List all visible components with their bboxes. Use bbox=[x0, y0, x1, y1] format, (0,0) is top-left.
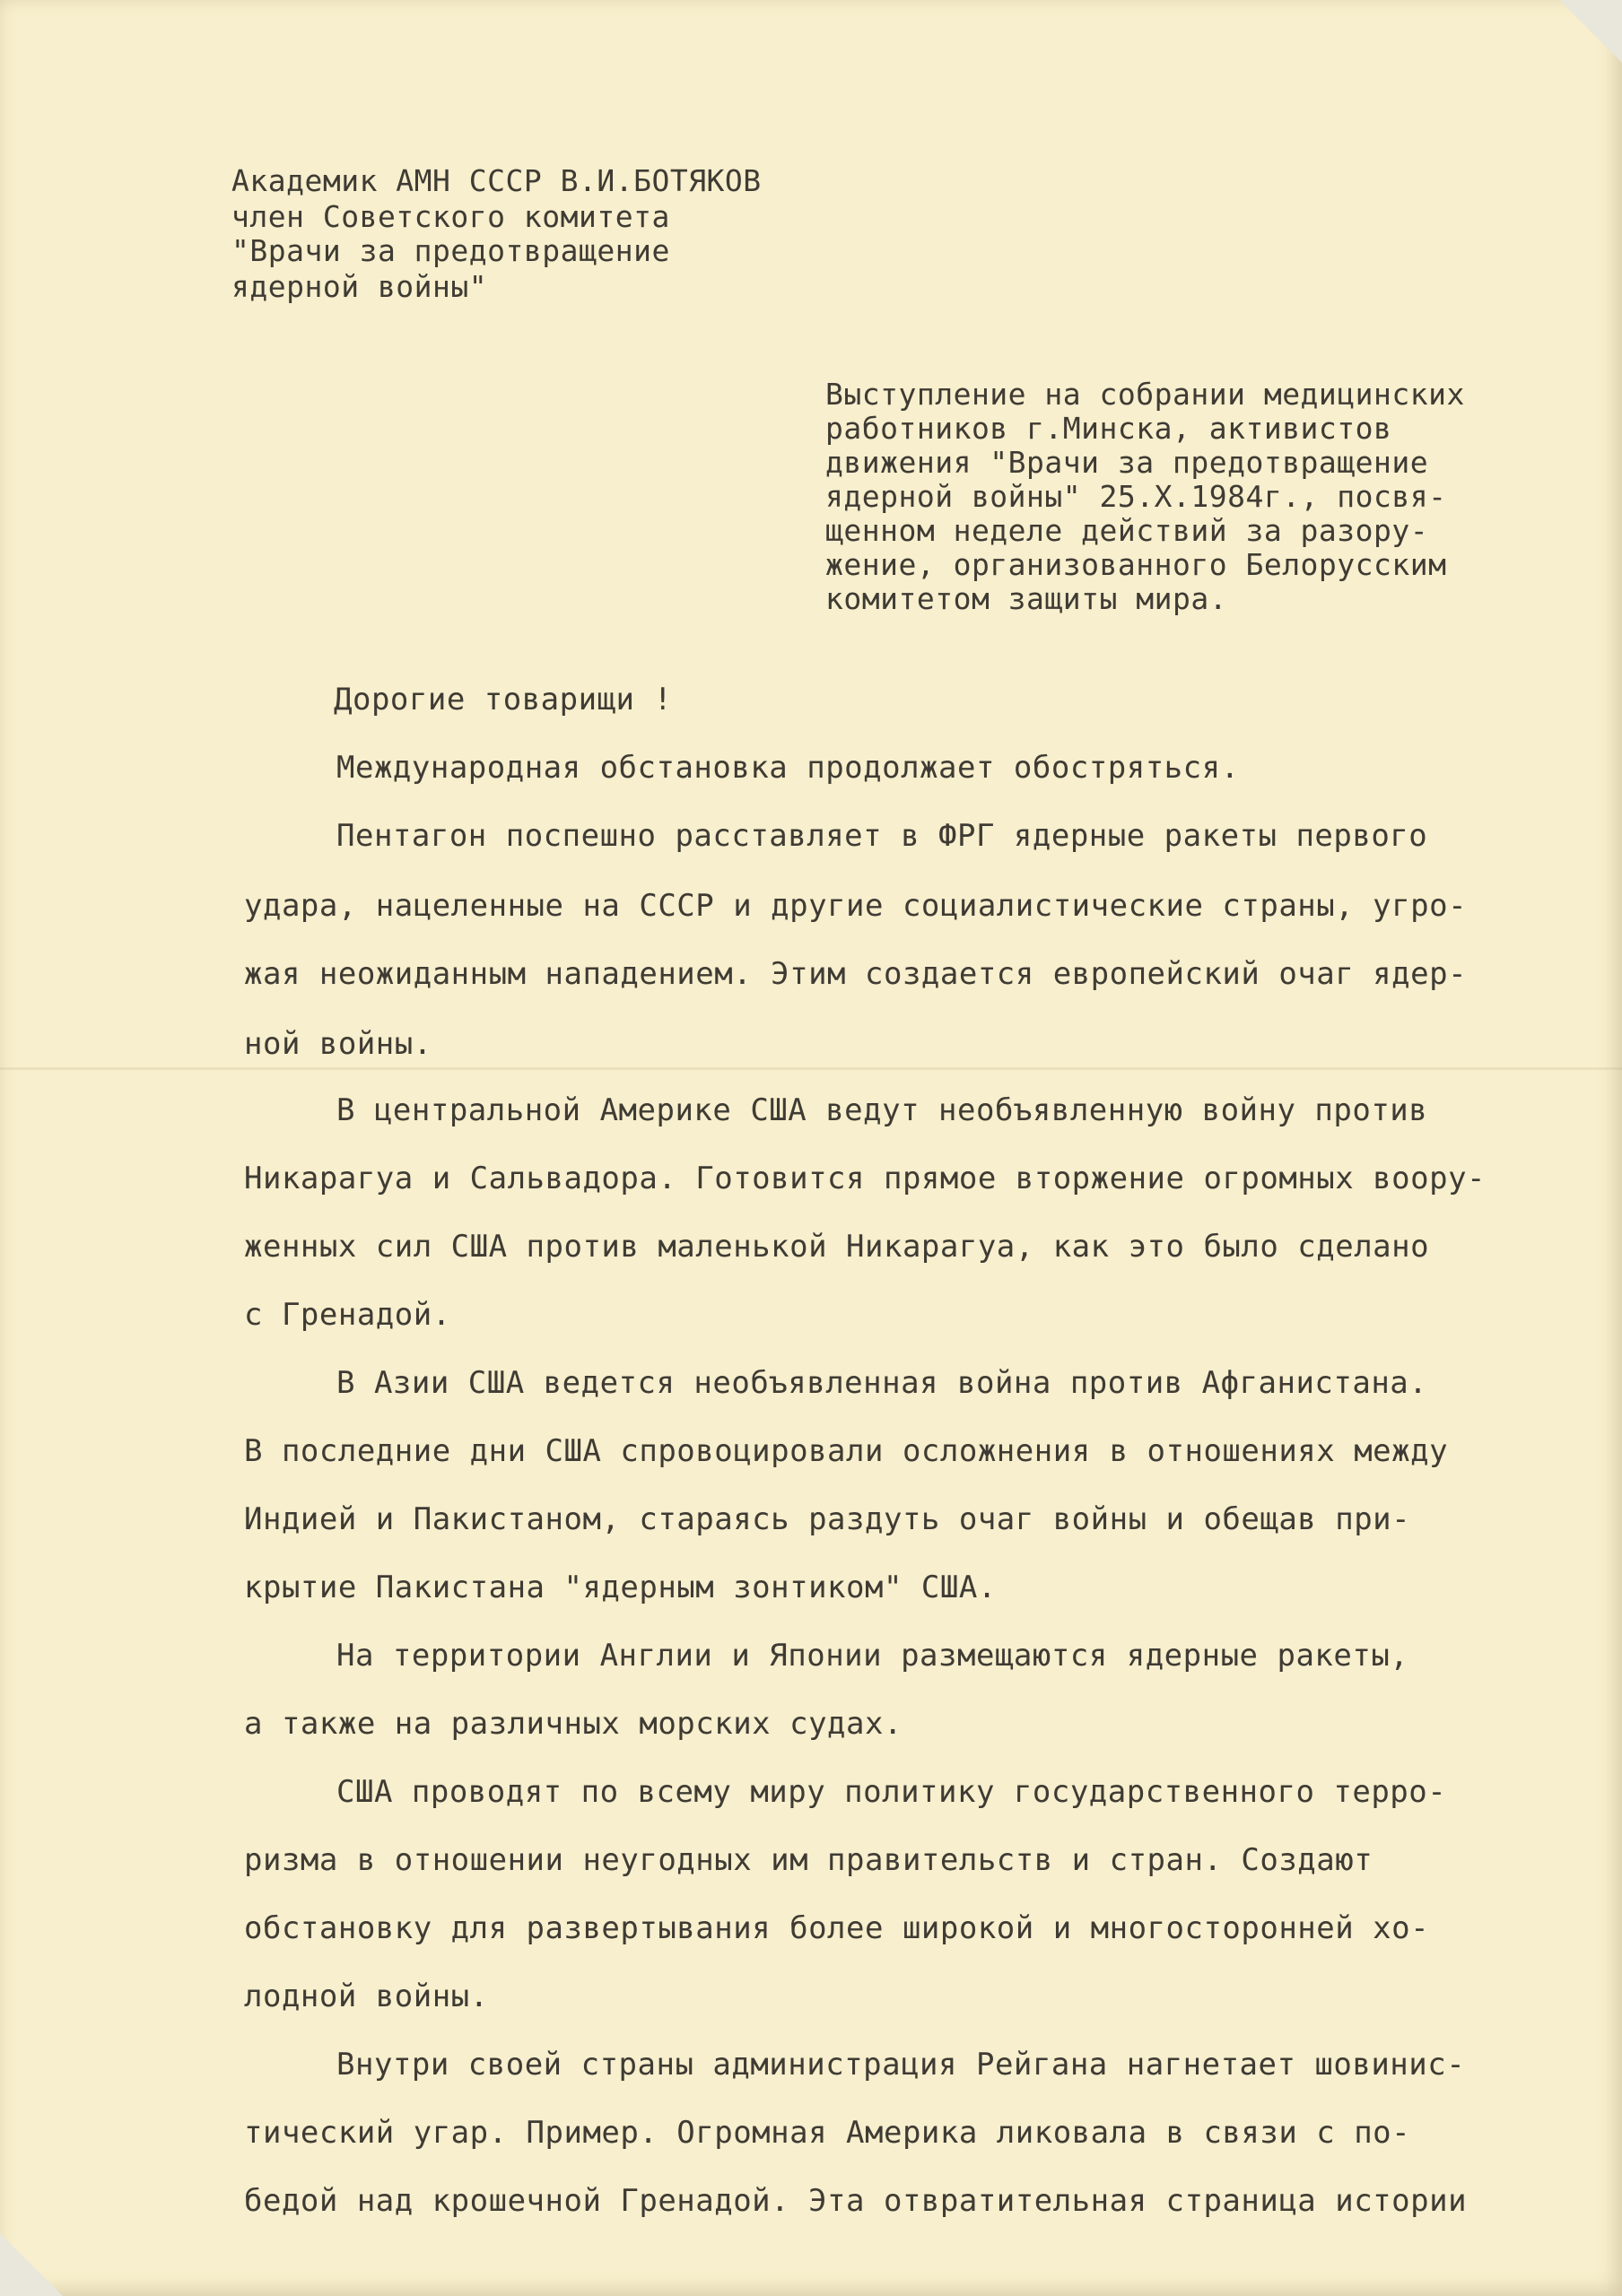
body-line: обстановку для развертывания более широкой и многосторонней хо- bbox=[244, 1910, 1430, 1946]
author-committee-name-line: "Врачи за предотвращение bbox=[231, 233, 670, 268]
intro-line: жение, организованного Белорусским bbox=[825, 547, 1447, 582]
top-right-corner-wear bbox=[1559, 0, 1622, 63]
body-line: жая неожиданным нападением. Этим создается европейский очаг ядер- bbox=[244, 956, 1468, 992]
bottom-left-corner-wear bbox=[0, 2233, 63, 2296]
body-line: удара, нацеленные на СССР и другие социалистические страны, угро- bbox=[244, 888, 1468, 924]
body-line: лодной войны. bbox=[244, 1979, 489, 2014]
body-line: ризма в отношении неугодных им правительств и стран. Создают bbox=[244, 1842, 1373, 1878]
intro-line: ядерной войны" 25.X.1984г., посвя- bbox=[825, 479, 1447, 514]
intro-line: движения "Врачи за предотвращение bbox=[825, 445, 1429, 480]
intro-line: Выступление на собрании медицинских bbox=[825, 377, 1465, 412]
body-line: Международная обстановка продолжает обостряться. bbox=[336, 750, 1240, 786]
author-committee-line: член Советского комитета bbox=[231, 199, 670, 234]
body-line: Внутри своей страны администрация Рейгана нагнетает шовинис- bbox=[336, 2047, 1466, 2083]
intro-line: щенном неделе действий за разору- bbox=[825, 513, 1429, 548]
body-line: бедой над крошечной Гренадой. Эта отвратительная страница истории bbox=[244, 2183, 1468, 2219]
body-line: В Азии США ведется необъявленная война против Афганистана. bbox=[336, 1365, 1428, 1401]
greeting: Дорогие товарищи ! bbox=[334, 682, 673, 718]
body-line: тический угар. Пример. Огромная Америка ликовала в связи с по- bbox=[244, 2115, 1411, 2151]
body-line: с Гренадой. bbox=[244, 1297, 451, 1333]
paper-crease bbox=[0, 1067, 1622, 1070]
body-line: крытие Пакистана "ядерным зонтиком" США. bbox=[244, 1570, 997, 1605]
body-line: ной войны. bbox=[244, 1026, 432, 1062]
body-line: В центральной Америке США ведут необъявленную войну против bbox=[336, 1092, 1428, 1128]
author-title-line: Академик АМН СССР В.И.БОТЯКОВ bbox=[231, 163, 762, 198]
intro-line: работников г.Минска, активистов bbox=[825, 411, 1392, 446]
author-committee-name-line-end: ядерной войны" bbox=[231, 269, 488, 304]
body-line: На территории Англии и Японии размещаются ядерные ракеты, bbox=[336, 1638, 1409, 1674]
body-line: Индией и Пакистаном, стараясь раздуть очаг войны и обещав при- bbox=[244, 1501, 1411, 1537]
body-line: женных сил США против маленькой Никарагуа, как это было сделано bbox=[244, 1229, 1430, 1265]
body-line: США проводят по всему миру политику государственного терро- bbox=[336, 1774, 1447, 1810]
intro-line: комитетом защиты мира. bbox=[825, 581, 1228, 616]
body-line: Никарагуа и Сальвадора. Готовится прямое вторжение огромных воору- bbox=[244, 1161, 1487, 1196]
body-line: а также на различных морских судах. bbox=[244, 1706, 903, 1742]
body-line: Пентагон поспешно расставляет в ФРГ ядерные ракеты первого bbox=[336, 818, 1428, 854]
body-line: В последние дни США спровоцировали осложнения в отношениях между bbox=[244, 1433, 1449, 1469]
